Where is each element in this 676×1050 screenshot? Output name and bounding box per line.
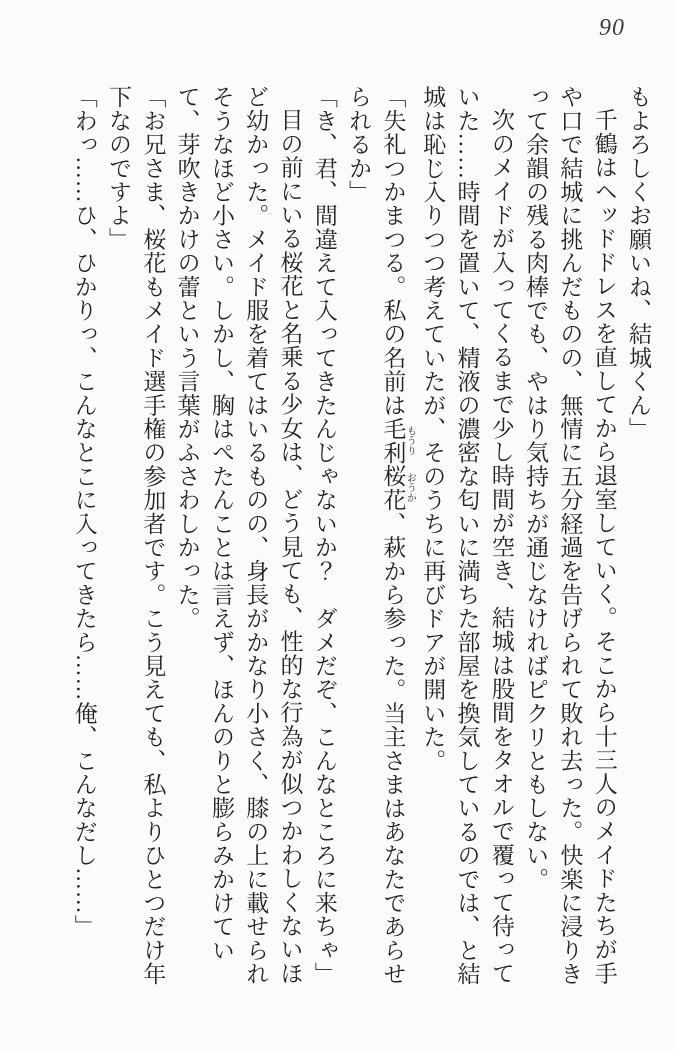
- furigana-ouka: おうか: [404, 464, 416, 512]
- dialogue-pre-text: 「失礼つかまつる。私の名前は: [380, 85, 406, 417]
- paragraph-narration-waiting: 次のメイドが入ってくるまで少し時間が空き、結城は股間をタオルで覆って待っていた……時間を置いて、精液の濃密な匂いに満ちた部屋を換気しているのでは、と結城は恥じ入りつつ考えていたが、そのうちに再びドアが開いた。: [420, 85, 514, 986]
- paragraph-dialogue-hikari: 「お兄さま、桜花もメイド選手権の参加者です。こう見えても、私よりひとつだけ年下なのですよ」: [106, 85, 166, 986]
- ruby-base-mouri: 毛利: [380, 416, 406, 465]
- ruby-base-ouka: 桜花: [380, 464, 406, 512]
- paragraph-narration-chizuru-exit: 千鶴はヘッドドレスを直してから退室していく。そこから十三人のメイドたちが手や口で結城に挑んだものの、無情に五分経過を告げられて敗れ去った。快楽に浸りきって余韻の残る肉棒でも、やはり気持ちが通じなければピクリともしない。: [523, 85, 617, 986]
- vertical-text-block: [66, 85, 655, 987]
- ruby-mouri: [380, 416, 416, 465]
- paragraph-dialogue-ouka-intro: [341, 85, 415, 987]
- paragraph-dialogue-yuuki-flustered: 「わっ……ひ、ひかりっ、こんなとこに入ってきたら……俺、こんなだし……」: [71, 85, 97, 939]
- paragraph-dialogue-yuuki-surprise: 「き、君、間違えて入ってきたんじゃないか？ ダメだぞ、こんなところに来ちゃ」: [311, 85, 337, 986]
- paragraph-narration-ouka-description: 目の前にいる桜花と名乗る少女は、どう見ても、性的な行為が似つかわしくないほど幼かった。メイド服を着てはいるものの、身長がかなり小さく、膝の上に載せられそうなほど小さい。しかし、胸はぺたんことは言えず、ほんのりと膨らみかけていて、芽吹きかけの蕾という言葉がふさわしかった。: [174, 85, 303, 986]
- ruby-ouka: [380, 464, 416, 512]
- dialogue-post-text: 、萩から参った。当主さまはあなたであらせられるか」: [346, 85, 406, 986]
- furigana-mouri: もうり: [404, 416, 416, 465]
- paragraph-dialogue-continuation: もよろしくお願いね、結城くん」: [626, 85, 651, 441]
- page-number: 90: [599, 15, 625, 41]
